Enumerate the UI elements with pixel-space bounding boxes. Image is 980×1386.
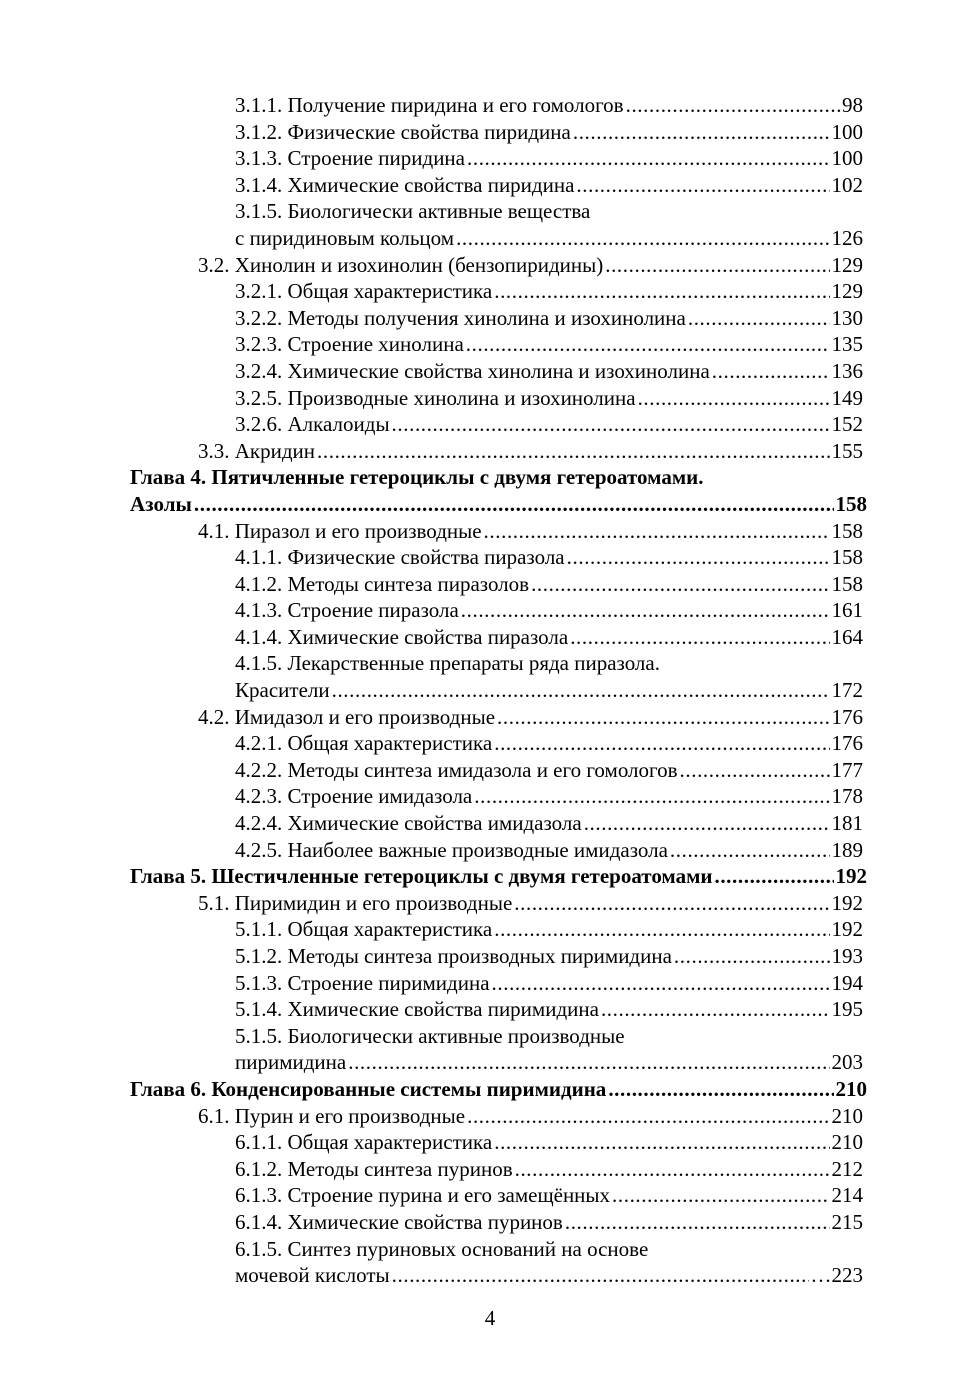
toc-subsection-entry [0, 730, 980, 757]
toc-dot-leader [474, 783, 829, 810]
toc-dot-leader [467, 1103, 829, 1130]
toc-subsection-entry [0, 624, 980, 651]
toc-entry-title: 3.1.5. Биологически активные вещества [235, 199, 591, 224]
toc-subsection-entry [0, 92, 980, 119]
toc-entry-title: 5.1.4. Химические свойства пиримидина [235, 997, 599, 1022]
toc-page-number: 210 [831, 1130, 863, 1155]
toc-page-number: 181 [831, 811, 863, 836]
toc-dot-leader [392, 411, 830, 438]
toc-page-number: …223 [810, 1263, 863, 1288]
toc-entry-title: Глава 5. Шестичленные гетероциклы с двумя гетероатомами [130, 864, 713, 889]
toc-entry-title: с пиридиновым кольцом [235, 225, 455, 250]
toc-dot-leader [584, 810, 830, 837]
toc-entry-title: 5.1.3. Строение пиримидина [235, 970, 490, 995]
toc-entry-title: 3.2.4. Химические свойства хинолина и изохинолина [235, 358, 710, 383]
toc-subsection-entry [0, 650, 980, 677]
toc-entry-title: 4.2.5. Наиболее важные производные имидазола [235, 837, 668, 862]
toc-page-number: 215 [831, 1209, 863, 1234]
toc-entry-title: 5.1. Пиримидин и его производные [198, 890, 513, 915]
toc-subsection-entry [0, 305, 980, 332]
toc-dot-leader [712, 358, 830, 385]
toc-entry-title: 5.1.1. Общая характеристика [235, 917, 493, 942]
toc-subsection-entry [0, 597, 980, 624]
toc-dot-leader [484, 518, 830, 545]
toc-entry-title: 5.1.2. Методы синтеза производных пиримидина [235, 944, 672, 968]
toc-page-number: 192 [835, 864, 867, 889]
toc-subsection-entry [0, 943, 980, 970]
toc-page-number: 136 [831, 358, 863, 383]
toc-dot-leader [456, 225, 829, 252]
toc-subsection-entry [0, 172, 980, 199]
toc-page-number: 149 [831, 385, 863, 410]
toc-dot-leader [601, 996, 830, 1023]
toc-chapter-entry [0, 863, 980, 890]
toc-entry-title: 4.1.3. Строение пиразола [235, 598, 459, 623]
toc-subsection-entry [0, 996, 980, 1023]
toc-subsection-entry [0, 385, 980, 412]
toc-subsection-entry [0, 1236, 980, 1263]
toc-entry-title: 3.2. Хинолин и изохинолин (бензопиридины) [198, 252, 604, 277]
toc-subsection-entry [0, 1182, 980, 1209]
toc-section-entry [0, 704, 980, 731]
toc-page-number: 135 [831, 332, 863, 357]
toc-subsection-entry [0, 677, 980, 704]
toc-entry-title: пиримидина [235, 1050, 347, 1075]
toc-entry-title: 4.1.1. Физические свойства пиразола [235, 545, 565, 570]
toc-subsection-entry [0, 544, 980, 571]
toc-page-number: 129 [831, 279, 863, 304]
toc-subsection-entry [0, 411, 980, 438]
toc-subsection-entry [0, 757, 980, 784]
toc-subsection-entry [0, 916, 980, 943]
toc-entry-title: 4.2.3. Строение имидазола [235, 784, 473, 809]
toc-entry-title: 6.1. Пурин и его производные [198, 1103, 466, 1128]
toc-dot-leader [494, 916, 829, 943]
page-number: 4 [484, 1306, 496, 1330]
toc-subsection-entry [0, 358, 980, 385]
toc-page-number: 100 [831, 146, 863, 171]
toc-dot-leader [492, 970, 830, 997]
toc-page-number: 102 [831, 172, 863, 197]
toc-entry-title: 3.3. Акридин [198, 438, 316, 463]
toc-subsection-entry [0, 783, 980, 810]
toc-dot-leader [494, 1129, 829, 1156]
toc-dot-leader [680, 757, 830, 784]
toc-dot-leader [332, 677, 830, 704]
toc-page-number: 193 [831, 944, 863, 968]
toc-dot-leader [565, 1209, 830, 1236]
toc-entry-title: 3.1.3. Строение пиридина [235, 146, 465, 171]
toc-page-number: 155 [831, 438, 863, 463]
toc-page-number: 177 [831, 757, 863, 782]
toc-dot-leader [688, 305, 830, 332]
toc-entry-title: 3.2.2. Методы получения хинолина и изохинолина [235, 305, 686, 330]
toc-entry-title: 3.2.1. Общая характеристика [235, 279, 493, 304]
toc-chapter-entry [0, 1076, 980, 1103]
toc-dot-leader [612, 1182, 829, 1209]
toc-entry-title: 6.1.2. Методы синтеза пуринов [235, 1156, 513, 1181]
toc-dot-leader [605, 252, 829, 279]
toc-chapter-entry [0, 491, 980, 518]
toc-dot-leader [194, 491, 834, 518]
toc-subsection-entry [0, 1262, 980, 1289]
toc-page-number: 189 [831, 837, 863, 862]
toc-page-number: 130 [831, 305, 863, 330]
toc-section-entry [0, 890, 980, 917]
toc-entry-title: 4.2.1. Общая характеристика [235, 731, 493, 756]
toc-entry-title: Глава 6. Конденсированные системы пиримидина [130, 1076, 607, 1101]
toc-dot-leader [567, 544, 830, 571]
toc-page-number: 164 [831, 624, 863, 649]
toc-entry-title: 6.1.3. Строение пурина и его замещённых [235, 1183, 611, 1208]
toc-entry-title: 3.2.6. Алкалоиды [235, 412, 390, 437]
toc-page-number: 98 [842, 93, 863, 117]
toc-entry-title: Глава 4. Пятичленные гетероциклы с двумя гетероатомами. [130, 465, 704, 490]
toc-entry-title: Красители [235, 678, 330, 703]
toc-subsection-entry [0, 810, 980, 837]
toc-dot-leader [467, 145, 830, 172]
toc-entry-title: 3.1.2. Физические свойства пиридина [235, 119, 571, 144]
toc-page-number: 158 [831, 518, 863, 543]
toc-page-number: 158 [831, 545, 863, 570]
toc-page-number: 192 [831, 890, 863, 915]
toc-entry-title: 4.2. Имидазол и его производные [198, 704, 496, 729]
toc-entry-title: мочевой кислоты [235, 1263, 390, 1288]
toc-subsection-entry [0, 571, 980, 598]
toc-dot-leader [714, 863, 833, 890]
toc-chapter-entry [0, 464, 980, 491]
toc-dot-leader [515, 1156, 830, 1183]
toc-entry-title: 3.1.4. Химические свойства пиридина [235, 172, 575, 197]
toc-section-entry [0, 518, 980, 545]
toc-subsection-entry [0, 119, 980, 146]
toc-dot-leader [608, 1076, 833, 1103]
toc-subsection-entry [0, 331, 980, 358]
toc-page-number: 158 [831, 571, 863, 596]
toc-page-number: 195 [831, 997, 863, 1022]
toc-subsection-entry [0, 225, 980, 252]
toc-dot-leader [497, 704, 829, 731]
toc-subsection-entry [0, 278, 980, 305]
toc-page-number: 172 [831, 678, 863, 703]
toc-section-entry [0, 438, 980, 465]
toc-dot-leader [461, 597, 830, 624]
toc-entry-title: 4.1.2. Методы синтеза пиразолов [235, 571, 530, 596]
toc-entry-title: 3.1.1. Получение пиридина и его гомологов [235, 93, 624, 117]
table-of-contents [0, 92, 980, 1289]
toc-entry-title: 4.1.5. Лекарственные препараты ряда пиразола. [235, 651, 660, 676]
toc-entry-title: 3.2.3. Строение хинолина [235, 332, 464, 357]
toc-page-number: 194 [831, 970, 863, 995]
toc-entry-title: 4.1.4. Химические свойства пиразола [235, 624, 569, 649]
toc-dot-leader [317, 438, 829, 465]
toc-page-number: 203 [831, 1050, 863, 1075]
toc-dot-leader [626, 92, 840, 119]
toc-dot-leader [466, 331, 830, 358]
toc-subsection-entry [0, 1049, 980, 1076]
toc-dot-leader [670, 837, 830, 864]
toc-dot-leader [531, 571, 829, 598]
toc-subsection-entry [0, 198, 980, 225]
toc-dot-leader [348, 1049, 829, 1076]
toc-page-number: 126 [831, 225, 863, 250]
toc-subsection-entry [0, 1209, 980, 1236]
toc-subsection-entry [0, 1129, 980, 1156]
toc-entry-title: 6.1.1. Общая характеристика [235, 1130, 493, 1155]
toc-entry-title: 6.1.4. Химические свойства пуринов [235, 1209, 563, 1234]
toc-page-number: 100 [831, 119, 863, 144]
toc-page-number: 152 [831, 412, 863, 437]
toc-page-number: 176 [831, 731, 863, 756]
toc-dot-leader [573, 119, 830, 146]
toc-dot-leader [638, 385, 830, 412]
toc-page-number: 212 [831, 1156, 863, 1181]
toc-page-number: 178 [831, 784, 863, 809]
toc-dot-leader [514, 890, 829, 917]
toc-dot-leader [494, 730, 829, 757]
toc-page-number: 161 [831, 598, 863, 623]
toc-entry-title: 4.1. Пиразол и его производные [198, 518, 482, 543]
toc-subsection-entry [0, 837, 980, 864]
toc-page-number: 210 [831, 1103, 863, 1128]
toc-entry-title: Азолы [130, 491, 192, 516]
toc-page-number: 129 [831, 252, 863, 277]
toc-page-number: 176 [831, 704, 863, 729]
toc-dot-leader [576, 172, 829, 199]
toc-dot-leader [392, 1262, 809, 1289]
toc-entry-title: 4.2.2. Методы синтеза имидазола и его гомологов [235, 757, 678, 782]
toc-page-number: 192 [831, 917, 863, 942]
toc-subsection-entry [0, 1023, 980, 1050]
toc-entry-title: 3.2.5. Производные хинолина и изохинолина [235, 385, 636, 410]
toc-page-number: 214 [831, 1183, 863, 1208]
toc-entry-title: 5.1.5. Биологически активные производные [235, 1023, 625, 1048]
toc-entry-title: 4.2.4. Химические свойства имидазола [235, 811, 582, 836]
toc-entry-title: 6.1.5. Синтез пуриновых оснований на основе [235, 1236, 649, 1261]
toc-page-number: 210 [835, 1076, 867, 1101]
toc-dot-leader [494, 278, 829, 305]
toc-section-entry [0, 252, 980, 279]
toc-subsection-entry [0, 145, 980, 172]
toc-page-number: 158 [835, 491, 867, 516]
toc-dot-leader [674, 943, 830, 970]
toc-subsection-entry [0, 1156, 980, 1183]
toc-subsection-entry [0, 970, 980, 997]
toc-section-entry [0, 1103, 980, 1130]
toc-dot-leader [570, 624, 829, 651]
